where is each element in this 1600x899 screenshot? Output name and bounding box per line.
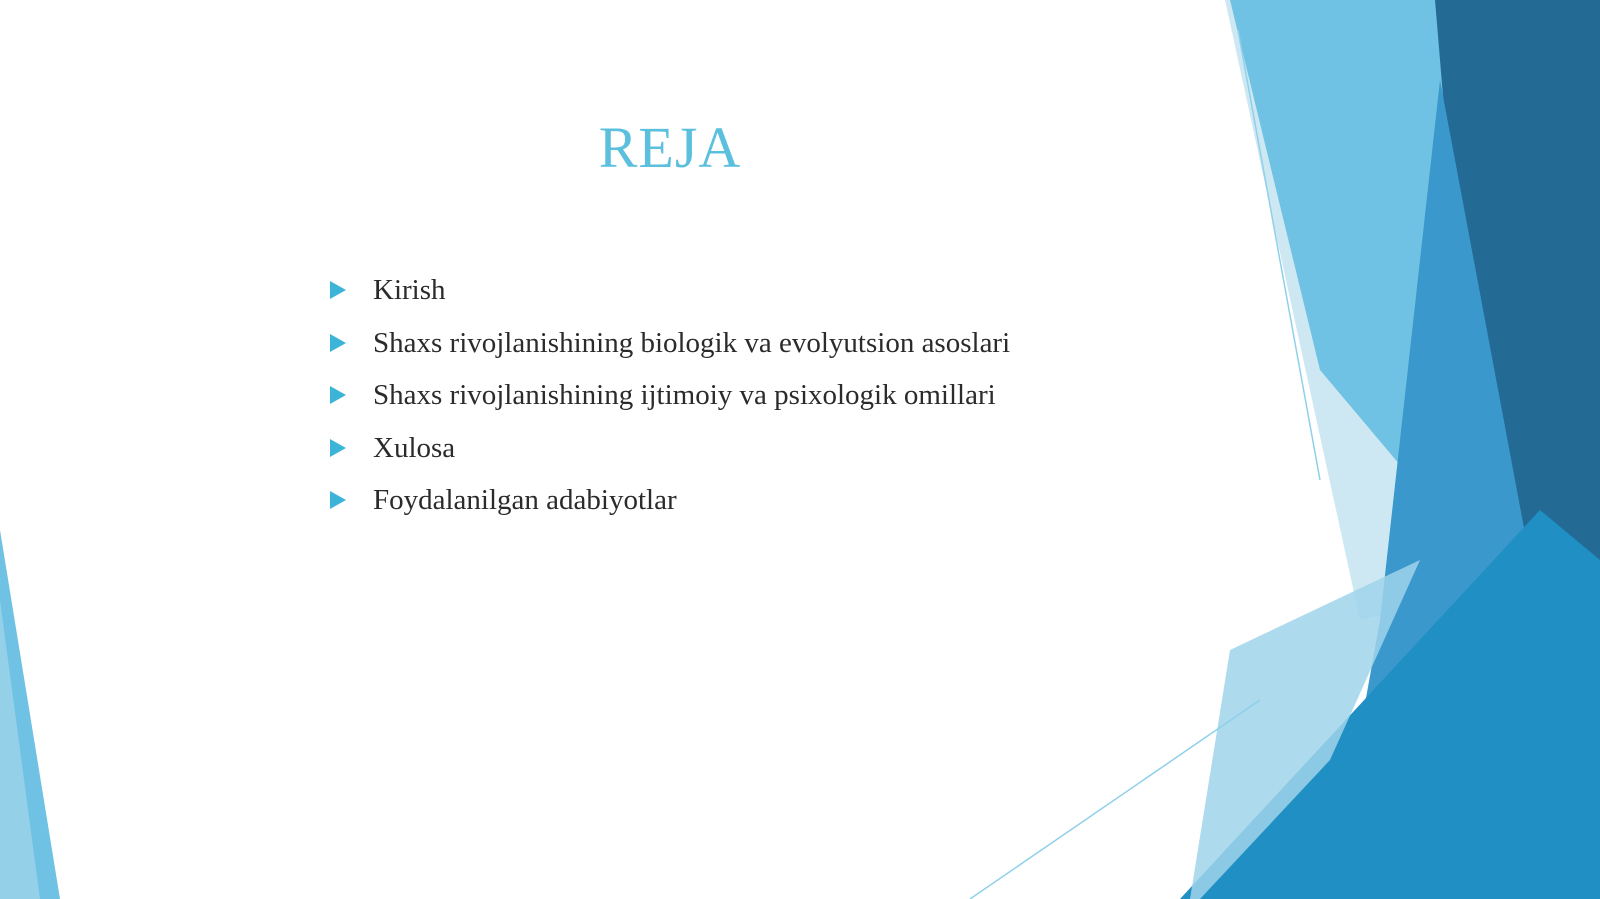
triangle-right-icon [330,334,346,352]
triangle-right-icon [330,491,346,509]
bullet-text: Xulosa [373,431,456,464]
bullet-text: Shaxs rivojlanishining ijtimoiy va psixologik omillari [373,379,996,411]
bullet-text: Shaxs rivojlanishining biologik va evolyutsion asoslari [373,326,1011,359]
bullet-text: Kirish [373,274,446,306]
slide-title: REJA [598,115,742,180]
bullet-text: Foydalanilgan adabiyotlar [373,484,677,516]
triangle-right-icon [330,386,346,404]
triangle-right-icon [330,281,346,299]
triangle-right-icon [330,439,346,457]
